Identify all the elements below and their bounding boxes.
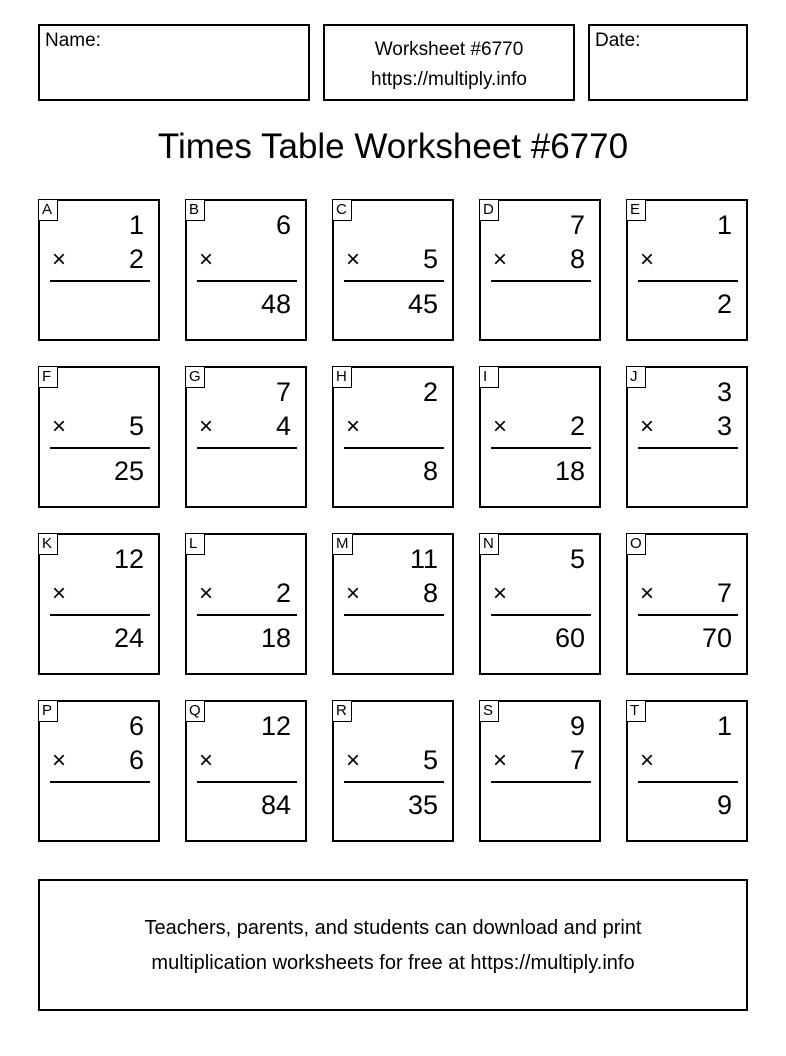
times-symbol: × [346,580,361,607]
times-symbol: × [640,413,655,440]
problem-letter: K [38,533,58,555]
multiplicand: 7 [569,210,585,240]
times-symbol: × [199,246,214,273]
product: 48 [260,289,291,319]
problem-letter: S [479,700,499,722]
product: 9 [716,790,732,820]
problem-card [479,700,601,842]
multiplicand: 1 [128,210,144,240]
worksheet-number: Worksheet #6770 [374,39,524,60]
problem-card [185,199,307,341]
product: 25 [113,456,144,486]
product: 60 [554,623,585,653]
answer-rule [197,447,297,449]
multiplier: 3 [716,411,732,441]
problem-letter: R [332,700,352,722]
product: 45 [407,289,438,319]
answer-rule [50,447,150,449]
answer-rule [638,781,738,783]
multiplicand: 9 [569,711,585,741]
times-symbol: × [199,413,214,440]
problem-card [185,366,307,508]
problem-letter: N [479,533,499,555]
answer-rule [344,280,444,282]
times-symbol: × [346,413,361,440]
product: 2 [716,289,732,319]
problem-letter: D [479,199,499,221]
problem-card [626,533,748,675]
times-symbol: × [52,747,67,774]
problem-letter: P [38,700,58,722]
name-label: Name: [45,30,101,51]
answer-rule [491,614,591,616]
footer-line-1: Teachers, parents, and students can download and print [144,917,642,939]
product: 18 [554,456,585,486]
problem-card [479,533,601,675]
problem-card [38,199,160,341]
page-title: Times Table Worksheet #6770 [157,127,629,166]
problem-card [332,700,454,842]
problem-letter: B [185,199,205,221]
problem-card [479,366,601,508]
problem-card [332,199,454,341]
multiplicand: 2 [422,377,438,407]
multiplier: 5 [128,411,144,441]
date-field-box[interactable] [588,24,748,101]
times-symbol: × [493,246,508,273]
date-label: Date: [595,30,641,51]
problem-letter: O [626,533,646,555]
multiplier: 2 [128,244,144,274]
problem-letter: F [38,366,58,388]
times-symbol: × [493,747,508,774]
multiplier: 5 [422,745,438,775]
answer-rule [638,447,738,449]
times-symbol: × [52,580,67,607]
multiplicand: 1 [716,711,732,741]
answer-rule [344,781,444,783]
problem-letter: I [479,366,499,388]
times-symbol: × [346,747,361,774]
problem-letter: G [185,366,205,388]
product: 84 [260,790,291,820]
answer-rule [50,781,150,783]
multiplicand: 12 [260,711,291,741]
problem-card [626,366,748,508]
answer-rule [491,447,591,449]
multiplier: 4 [275,411,291,441]
answer-rule [491,781,591,783]
worksheet-info-box [323,24,575,101]
product: 8 [422,456,438,486]
multiplicand: 11 [409,544,438,574]
answer-rule [197,614,297,616]
multiplicand: 6 [128,711,144,741]
multiplicand: 5 [569,544,585,574]
problem-card [626,700,748,842]
multiplier: 2 [275,578,291,608]
footer-line-2: multiplication worksheets for free at https://multiply.info [151,952,635,974]
problem-card [332,366,454,508]
problem-card [38,700,160,842]
times-symbol: × [640,246,655,273]
answer-rule [344,447,444,449]
name-field-box[interactable] [38,24,310,101]
times-symbol: × [640,580,655,607]
times-symbol: × [52,413,67,440]
times-symbol: × [199,747,214,774]
product: 24 [113,623,144,653]
problem-letter: Q [185,700,205,722]
answer-rule [638,280,738,282]
problem-card [185,533,307,675]
multiplier: 7 [569,745,585,775]
multiplier: 7 [716,578,732,608]
problem-card [626,199,748,341]
times-symbol: × [493,413,508,440]
answer-rule [491,280,591,282]
multiplicand: 3 [716,377,732,407]
problem-card [38,533,160,675]
times-symbol: × [52,246,67,273]
answer-rule [197,781,297,783]
problem-letter: J [626,366,646,388]
multiplier: 8 [569,244,585,274]
answer-rule [638,614,738,616]
problem-card [185,700,307,842]
times-symbol: × [199,580,214,607]
problem-letter: C [332,199,352,221]
multiplicand: 7 [275,377,291,407]
problem-card [38,366,160,508]
problem-card [332,533,454,675]
product: 70 [701,623,732,653]
problem-letter: T [626,700,646,722]
answer-rule [50,614,150,616]
multiplicand: 12 [113,544,144,574]
multiplier: 2 [569,411,585,441]
problem-letter: A [38,199,58,221]
multiplier: 8 [422,578,438,608]
times-symbol: × [640,747,655,774]
footer-box [38,879,748,1011]
problem-letter: H [332,366,352,388]
multiplier: 5 [422,244,438,274]
multiplicand: 1 [716,210,732,240]
times-symbol: × [346,246,361,273]
problem-letter: M [332,533,353,555]
multiplicand: 6 [275,210,291,240]
product: 18 [260,623,291,653]
multiplier: 6 [128,745,144,775]
problem-letter: E [626,199,646,221]
times-symbol: × [493,580,508,607]
problem-card [479,199,601,341]
problem-letter: L [185,533,205,555]
product: 35 [407,790,438,820]
answer-rule [50,280,150,282]
answer-rule [197,280,297,282]
worksheet-url: https://multiply.info [371,69,527,90]
answer-rule [344,614,444,616]
